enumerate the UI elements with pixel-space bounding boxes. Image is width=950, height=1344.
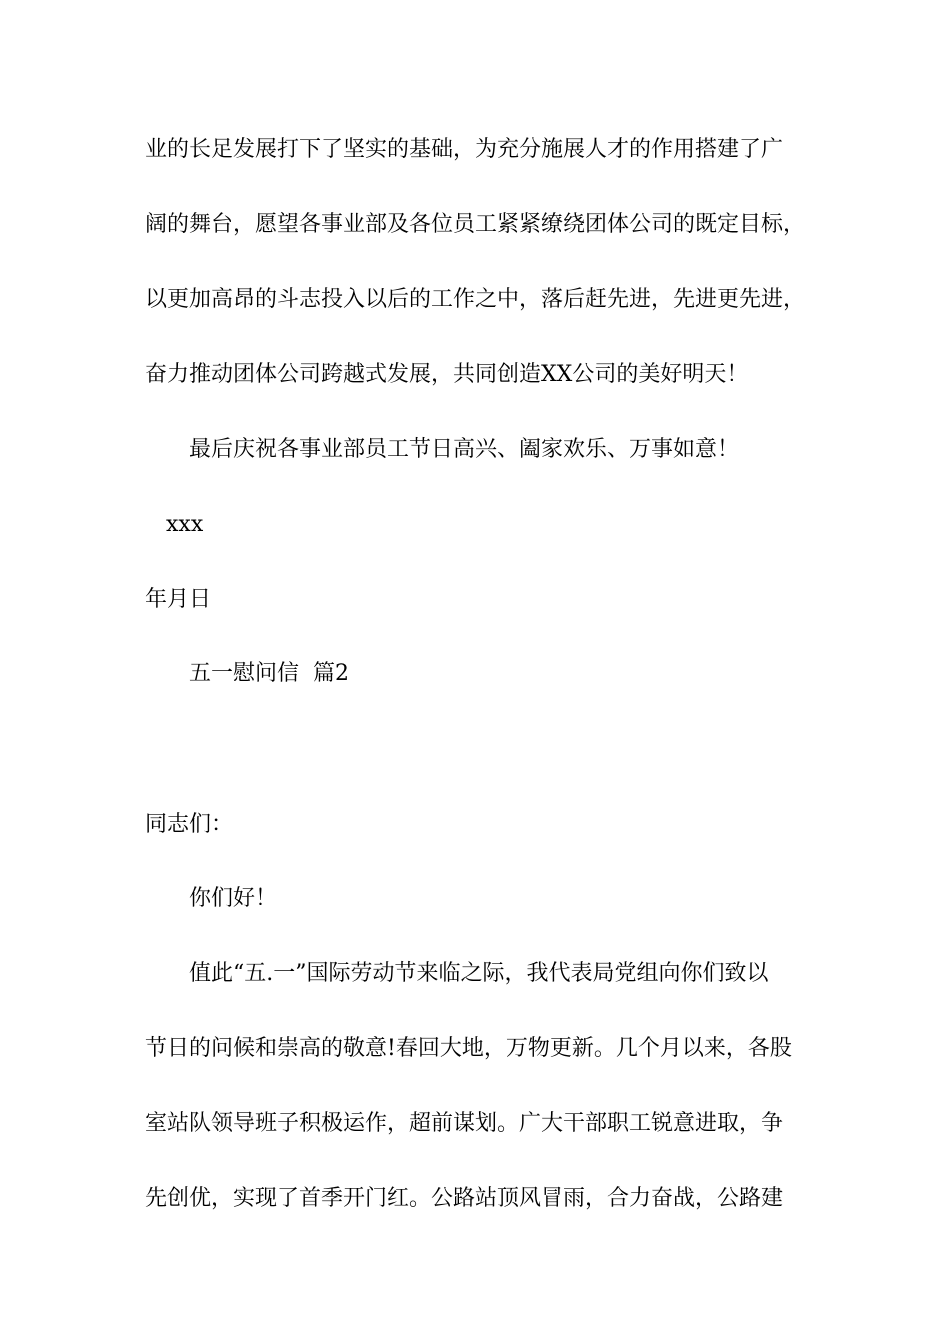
signature: xxx xyxy=(166,512,204,537)
closing-wish: 最后庆祝各事业部员工节日高兴、阖家欢乐、万事如意！ xyxy=(189,437,740,462)
paragraph-1-line-1: 业的长足发展打下了坚实的基础，为充分施展人才的作用搭建了广 xyxy=(145,137,784,162)
paragraph-2-line-3: 室站队领导班子积极运作，超前谋划。广大干部职工锐意进取，争 xyxy=(145,1111,784,1136)
paragraph-1-line-2: 阔的舞台，愿望各事业部及各位员工紧紧缭绕团体公司的既定目标， xyxy=(145,212,806,237)
paragraph-2-line-4: 先创优，实现了首季开门红。公路站顶风冒雨，合力奋战，公路建 xyxy=(145,1186,784,1211)
salutation: 同志们： xyxy=(145,812,234,837)
date-line: 年月日 xyxy=(145,587,212,612)
paragraph-1-line-4: 奋力推动团体公司跨越式发展，共同创造XX公司的美好明天！ xyxy=(145,362,749,387)
paragraph-2-line-2: 节日的问候和崇高的敬意!春回大地，万物更新。几个月以来，各股 xyxy=(145,1036,792,1061)
section-heading: 五一慰问信 篇2 xyxy=(189,661,349,686)
paragraph-1-line-3: 以更加高昂的斗志投入以后的工作之中，落后赶先进，先进更先进， xyxy=(145,287,806,312)
paragraph-2-line-1: 值此“五.一”国际劳动节来临之际，我代表局党组向你们致以 xyxy=(189,961,769,986)
greeting: 你们好！ xyxy=(189,886,278,911)
